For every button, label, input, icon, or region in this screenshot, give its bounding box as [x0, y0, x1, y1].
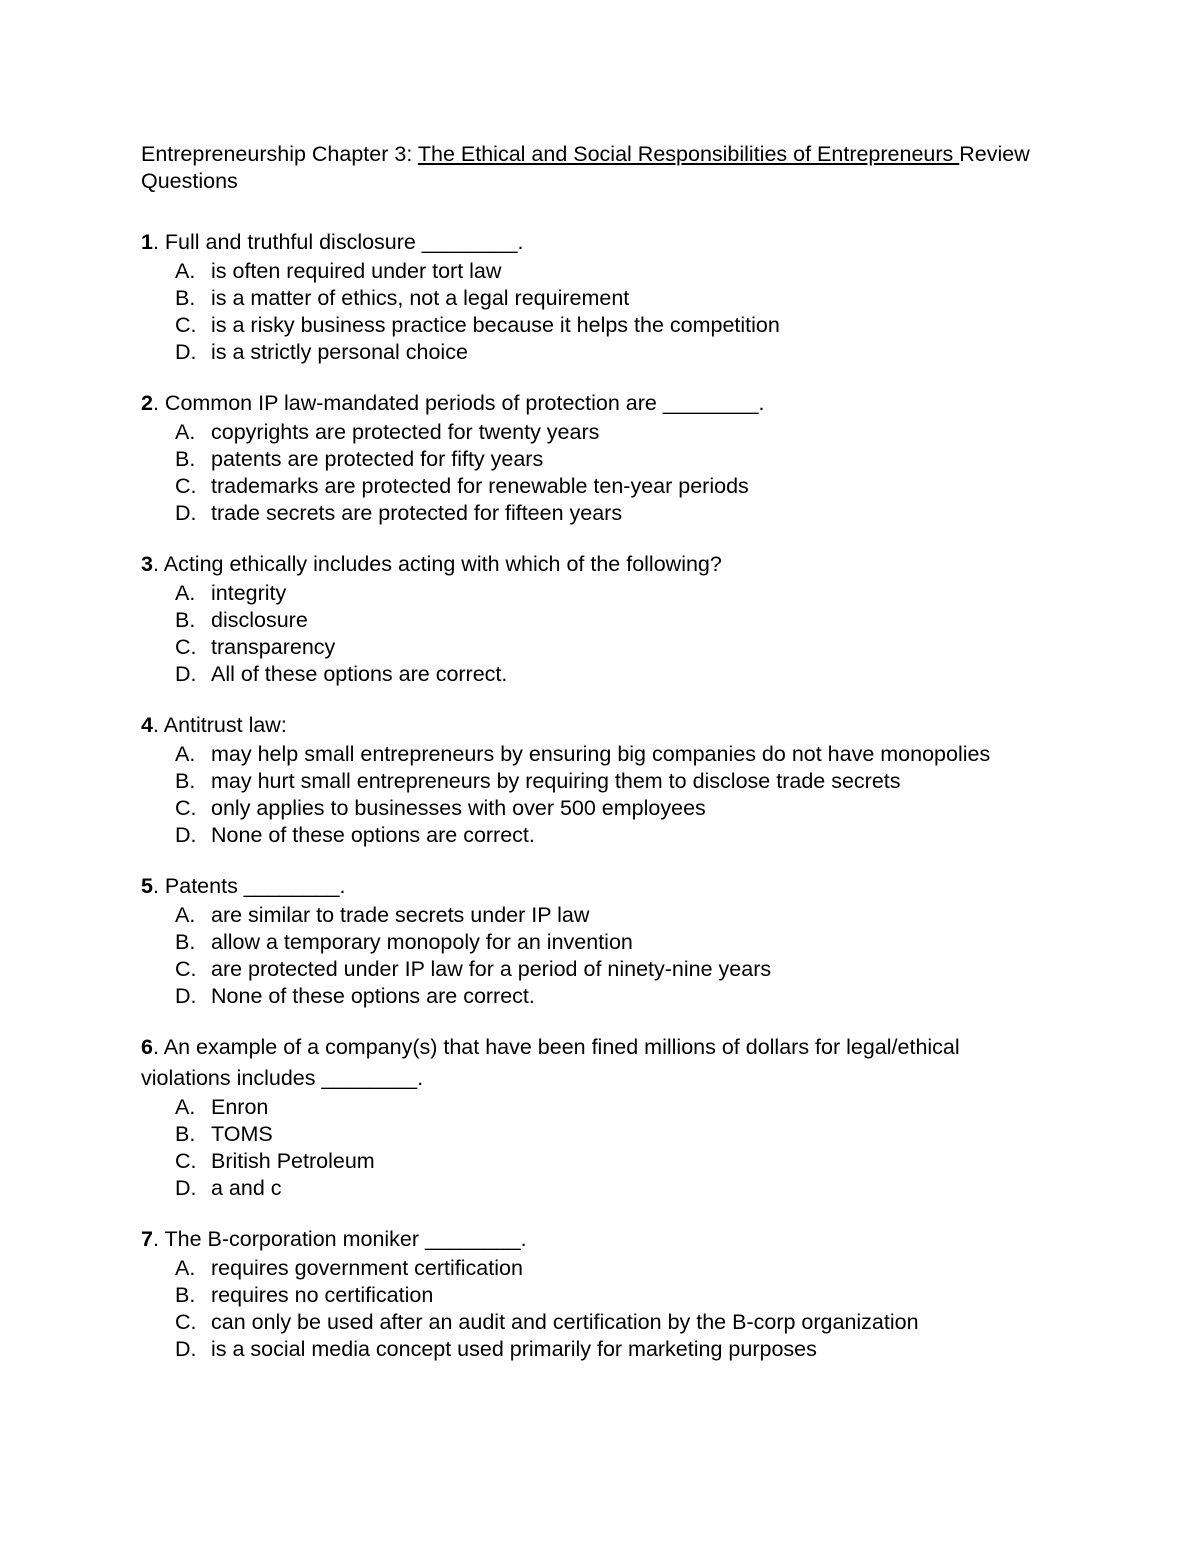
document-body — [141, 141, 1051, 1385]
option-text: requires no certification — [211, 1283, 434, 1307]
answer-options — [141, 419, 1051, 527]
question-text: . Full and truthful disclosure ________. — [152, 230, 524, 254]
question-stem — [141, 549, 1051, 580]
option-letter: B. — [175, 608, 196, 632]
question-stem — [141, 1224, 1051, 1255]
option-letter: C. — [175, 796, 197, 820]
question-number: 4 — [141, 713, 153, 737]
answer-option — [175, 580, 1051, 607]
answer-options — [141, 1255, 1051, 1363]
question-6 — [141, 1032, 1051, 1202]
answer-option — [175, 339, 1051, 366]
option-letter: A. — [175, 903, 196, 927]
question-number: 3 — [141, 552, 153, 576]
title-suffix: Review Questions — [141, 142, 1030, 193]
option-text: trademarks are protected for renewable ten-year periods — [211, 474, 749, 498]
option-text: a and c — [211, 1176, 282, 1200]
question-text: . Acting ethically includes acting with which of the following? — [152, 552, 722, 576]
question-stem — [141, 871, 1051, 902]
title-prefix: Entrepreneurship Chapter 3: — [141, 142, 418, 166]
title-underlined: The Ethical and Social Responsibilities of Entrepreneurs — [417, 142, 960, 166]
answer-options — [141, 580, 1051, 688]
question-4 — [141, 710, 1051, 849]
option-letter: B. — [175, 286, 196, 310]
answer-option — [175, 822, 1051, 849]
option-text: may help small entrepreneurs by ensuring big companies do not have monopolies — [211, 742, 991, 766]
option-text: is a matter of ethics, not a legal requirement — [211, 286, 630, 310]
option-text: transparency — [211, 635, 336, 659]
option-text: only applies to businesses with over 500 employees — [211, 796, 706, 820]
option-text: can only be used after an audit and certification by the B-corp organization — [211, 1310, 919, 1334]
option-text: trade secrets are protected for fifteen years — [211, 501, 623, 525]
answer-option — [175, 795, 1051, 822]
option-letter: A. — [175, 420, 196, 444]
question-5 — [141, 871, 1051, 1010]
option-text: is a strictly personal choice — [211, 340, 468, 364]
question-stem — [141, 1032, 1051, 1094]
option-letter: B. — [175, 769, 196, 793]
question-number: 5 — [141, 874, 153, 898]
option-text: is a risky business practice because it helps the competition — [211, 313, 780, 337]
answer-option — [175, 956, 1051, 983]
answer-option — [175, 983, 1051, 1010]
option-letter: D. — [175, 340, 197, 364]
answer-option — [175, 1148, 1051, 1175]
answer-option — [175, 1282, 1051, 1309]
answer-option — [175, 902, 1051, 929]
question-text: . Antitrust law: — [152, 713, 287, 737]
document-title — [141, 141, 1051, 195]
option-text: are protected under IP law for a period of ninety-nine years — [211, 957, 772, 981]
question-stem — [141, 388, 1051, 419]
option-text: disclosure — [211, 608, 308, 632]
option-letter: C. — [175, 957, 197, 981]
option-letter: A. — [175, 1256, 196, 1280]
option-text: may hurt small entrepreneurs by requiring them to disclose trade secrets — [211, 769, 901, 793]
answer-option — [175, 1094, 1051, 1121]
option-text: copyrights are protected for twenty years — [211, 420, 600, 444]
option-text: requires government certification — [211, 1256, 523, 1280]
question-3 — [141, 549, 1051, 688]
answer-option — [175, 312, 1051, 339]
question-2 — [141, 388, 1051, 527]
option-letter: B. — [175, 447, 196, 471]
option-letter: A. — [175, 581, 196, 605]
option-text: Enron — [211, 1095, 269, 1119]
answer-option — [175, 768, 1051, 795]
answer-option — [175, 1255, 1051, 1282]
question-number: 1 — [141, 230, 153, 254]
option-letter: B. — [175, 1283, 196, 1307]
option-text: integrity — [211, 581, 287, 605]
option-letter: B. — [175, 930, 196, 954]
option-letter: A. — [175, 742, 196, 766]
question-stem — [141, 227, 1051, 258]
question-list — [141, 227, 1051, 1363]
answer-option — [175, 1336, 1051, 1363]
answer-option — [175, 607, 1051, 634]
question-number: 6 — [141, 1035, 153, 1059]
answer-option — [175, 1121, 1051, 1148]
question-text: . The B-corporation moniker ________. — [152, 1227, 527, 1251]
answer-options — [141, 902, 1051, 1010]
answer-option — [175, 258, 1051, 285]
question-text: . An example of a company(s) that have been fined millions of dollars for legal/ethical violations includes ________. — [141, 1035, 960, 1090]
answer-option — [175, 1175, 1051, 1202]
option-letter: C. — [175, 313, 197, 337]
answer-option — [175, 929, 1051, 956]
option-text: patents are protected for fifty years — [211, 447, 544, 471]
answer-option — [175, 634, 1051, 661]
option-letter: D. — [175, 823, 197, 847]
option-letter: D. — [175, 984, 197, 1008]
option-letter: A. — [175, 1095, 196, 1119]
option-text: is often required under tort law — [211, 259, 502, 283]
question-text: . Patents ________. — [152, 874, 346, 898]
question-stem — [141, 710, 1051, 741]
option-text: are similar to trade secrets under IP law — [211, 903, 590, 927]
answer-options — [141, 741, 1051, 849]
option-letter: D. — [175, 1337, 197, 1361]
question-number: 2 — [141, 391, 153, 415]
option-text: is a social media concept used primarily for marketing purposes — [211, 1337, 817, 1361]
option-letter: C. — [175, 1310, 197, 1334]
option-letter: C. — [175, 1149, 197, 1173]
option-text: allow a temporary monopoly for an invention — [211, 930, 633, 954]
option-text: British Petroleum — [211, 1149, 375, 1173]
question-1 — [141, 227, 1051, 366]
answer-option — [175, 1309, 1051, 1336]
option-text: None of these options are correct. — [211, 823, 535, 847]
option-letter: C. — [175, 474, 197, 498]
option-letter: D. — [175, 662, 197, 686]
option-letter: A. — [175, 259, 196, 283]
question-number: 7 — [141, 1227, 153, 1251]
option-letter: C. — [175, 635, 197, 659]
answer-option — [175, 661, 1051, 688]
option-text: All of these options are correct. — [211, 662, 508, 686]
answer-options — [141, 258, 1051, 366]
answer-option — [175, 473, 1051, 500]
answer-option — [175, 285, 1051, 312]
answer-options — [141, 1094, 1051, 1202]
option-text: None of these options are correct. — [211, 984, 535, 1008]
option-text: TOMS — [211, 1122, 273, 1146]
answer-option — [175, 741, 1051, 768]
answer-option — [175, 419, 1051, 446]
option-letter: D. — [175, 1176, 197, 1200]
question-text: . Common IP law-mandated periods of protection are ________. — [152, 391, 765, 415]
option-letter: D. — [175, 501, 197, 525]
answer-option — [175, 446, 1051, 473]
question-7 — [141, 1224, 1051, 1363]
option-letter: B. — [175, 1122, 196, 1146]
answer-option — [175, 500, 1051, 527]
